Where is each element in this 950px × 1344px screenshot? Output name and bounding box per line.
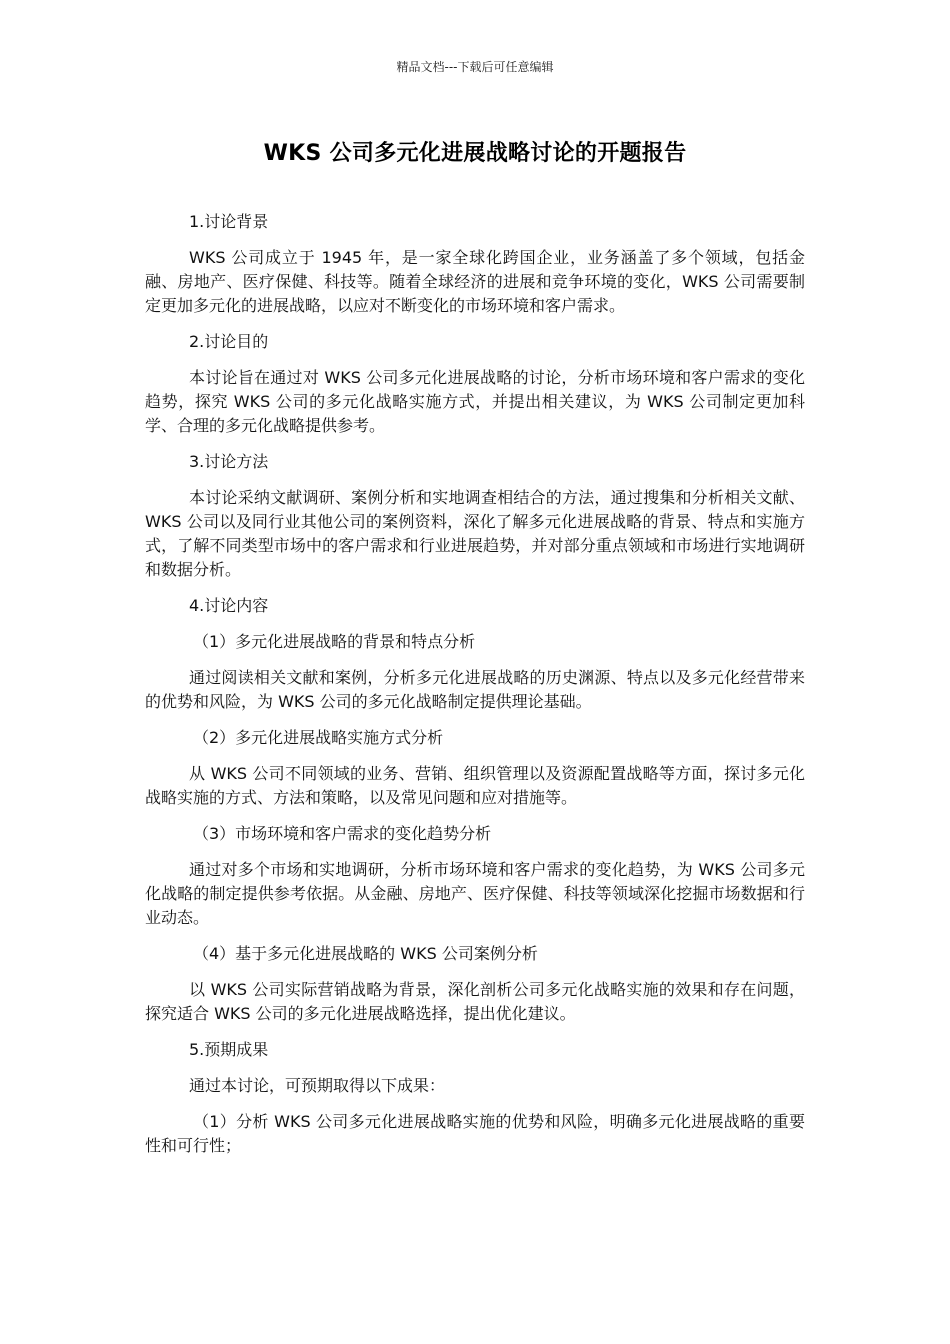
paragraph-subsection-2: 从 WKS 公司不同领域的业务、营销、组织管理以及资源配置战略等方面，探讨多元化战略实施的方式、方法和策略，以及常见问题和应对措施等。: [145, 764, 805, 807]
paragraph-outcome-1: （1）分析 WKS 公司多元化进展战略实施的优势和风险，明确多元化进展战略的重要性和可行性；: [145, 1112, 805, 1155]
subsection-heading-3: （3）市场环境和客户需求的变化趋势分析: [193, 824, 492, 843]
section-heading-purpose: 2.讨论目的: [189, 332, 269, 351]
section-heading-content: 4.讨论内容: [189, 596, 269, 615]
section-heading-outcomes: 5.预期成果: [189, 1040, 269, 1059]
document-title: WKS 公司多元化进展战略讨论的开题报告: [263, 141, 687, 166]
paragraph-subsection-4: 以 WKS 公司实际营销战略为背景，深化剖析公司多元化战略实施的效果和存在问题，探究适合 WKS 公司的多元化进展战略选择，提出优化建议。: [145, 980, 805, 1023]
paragraph-purpose: 本讨论旨在通过对 WKS 公司多元化进展战略的讨论，分析市场环境和客户需求的变化趋势，探究 WKS 公司的多元化战略实施方式，并提出相关建议，为 WKS 公司制定更加科学、合理的多元化战略提供参考。: [145, 368, 805, 435]
subsection-heading-2: （2）多元化进展战略实施方式分析: [193, 728, 444, 747]
paragraph-subsection-1: 通过阅读相关文献和案例，分析多元化进展战略的历史渊源、特点以及多元化经营带来的优势和风险，为 WKS 公司的多元化战略制定提供理论基础。: [145, 668, 805, 711]
paragraph-method: 本讨论采纳文献调研、案例分析和实地调查相结合的方法，通过搜集和分析相关文献、WKS 公司以及同行业其他公司的案例资料，深化了解多元化进展战略的背景、特点和实施方式，了解不同类型市场中的客户需求和行业进展趋势，并对部分重点领域和市场进行实地调研和数据分析。: [145, 488, 805, 579]
subsection-heading-1: （1）多元化进展战略的背景和特点分析: [193, 632, 476, 651]
document-body: [145, 210, 805, 1170]
paragraph-subsection-3: 通过对多个市场和实地调研，分析市场环境和客户需求的变化趋势，为 WKS 公司多元化战略的制定提供参考依据。从金融、房地产、医疗保健、科技等领域深化挖掘市场数据和行业动态。: [145, 860, 805, 927]
paragraph-outcomes-intro: 通过本讨论，可预期取得以下成果：: [189, 1076, 446, 1095]
header-note: 精品文档---下载后可任意编辑: [396, 60, 554, 74]
subsection-heading-4: （4）基于多元化进展战略的 WKS 公司案例分析: [193, 944, 538, 963]
section-heading-background: 1.讨论背景: [189, 212, 269, 231]
paragraph-background: WKS 公司成立于 1945 年，是一家全球化跨国企业，业务涵盖了多个领域，包括金融、房地产、医疗保健、科技等。随着全球经济的进展和竞争环境的变化，WKS 公司需要制定更加多元化的进展战略，以应对不断变化的市场环境和客户需求。: [145, 248, 805, 315]
section-heading-method: 3.讨论方法: [189, 452, 269, 471]
